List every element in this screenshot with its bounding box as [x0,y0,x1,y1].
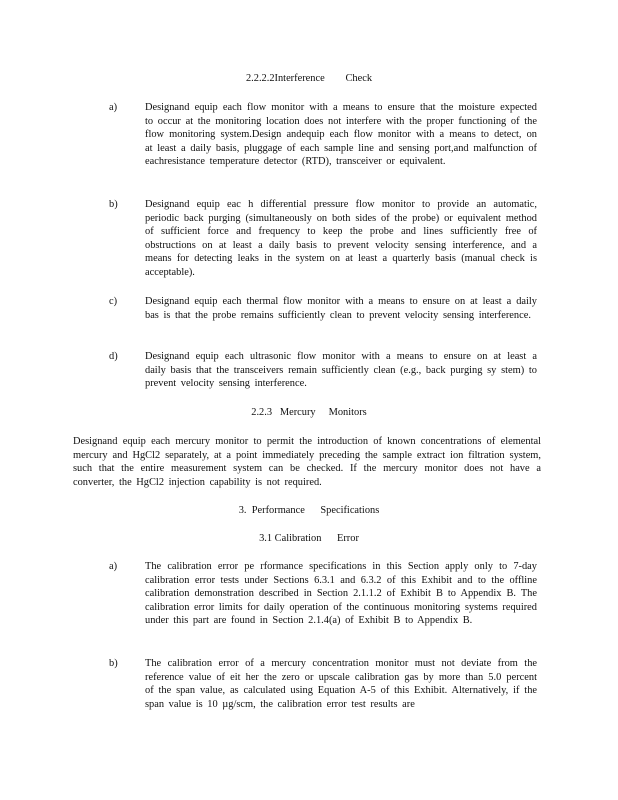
item-label: b) [109,199,118,210]
item-text: The calibration error pe rformance specifications in this Section apply only to 7-day calibration error tests under Sections 6.3.1 and 6.3.2 of this Exhibit and to the offline calibration demonstration described in Section 2.1.1.2 of Exhibit B to Appendix B. The calibration error limits for daily operation of the continuous monitoring systems required under this part are found in Section 2.1.4(a) of Exhibit B to Appendix B. [145,561,537,627]
mercury-monitors-paragraph: Designand equip each mercury monitor to permit the introduction of known concentrations of elemental mercury and HgCl2 separately, at a point immediately preceding the sample extract ion filtration system, such that the entire measurement system can be checked. If the mercury monitor does not have a converter, the HgCl2 injection capability is not required. [73,436,541,488]
item-label: d) [109,351,118,362]
calibration-error-heading: 3.1 Calibration Error [259,533,359,544]
item-label: b) [109,658,118,669]
performance-specifications-heading: 3. Performance Specifications [238,505,380,516]
mercury-monitors-heading: 2.2.3 Mercury Monitors [251,407,367,418]
interference-check-heading: 2.2.2.2Interference Check [245,73,373,84]
item-text: Designand equip each thermal flow monitor with a means to ensure on at least a daily bas is that the probe remains sufficiently clean to prevent velocity sensing interference. [145,296,537,321]
item-label: c) [109,296,118,307]
item-label: a) [109,102,118,113]
item-text: Designand equip each ultrasonic flow monitor with a means to ensure on at least a daily basis that the transceivers remain sufficiently clean (e.g., back purging sy stem) to prevent velocity sensing interference. [145,351,537,390]
item-label: a) [109,561,118,572]
item-text: The calibration error of a mercury concentration monitor must not deviate from the reference value of eit her the zero or upscale calibration gas by more than 5.0 percent of the span value, as calculated using Equation A-5 of this Exhibit. Alternatively, if the span value is 10 µg/scm, the calibration error test results are [145,658,537,710]
item-text: Designand equip eac h differential pressure flow monitor to provide an automatic, periodic back purging (simultaneously on both sides of the probe) or equivalent method of sufficient force and frequency to keep the probe and lines sufficiently free of obstructions on at least a daily basis to prevent velocity sensing interference, and a means for detecting leaks in the system on at least a quarterly basis (manual check is acceptable). [145,199,537,278]
item-text: Designand equip each flow monitor with a means to ensure that the moisture expected to occur at the monitoring location does not interfere with the proper functioning of the flow monitoring system.Design andequip each flow monitor with a means to detect, on at least a daily basis, pluggage of each sample line and sensing port,and malfunction of eachresistance temperature detector (RTD), transceiver or equivalent. [145,102,537,168]
